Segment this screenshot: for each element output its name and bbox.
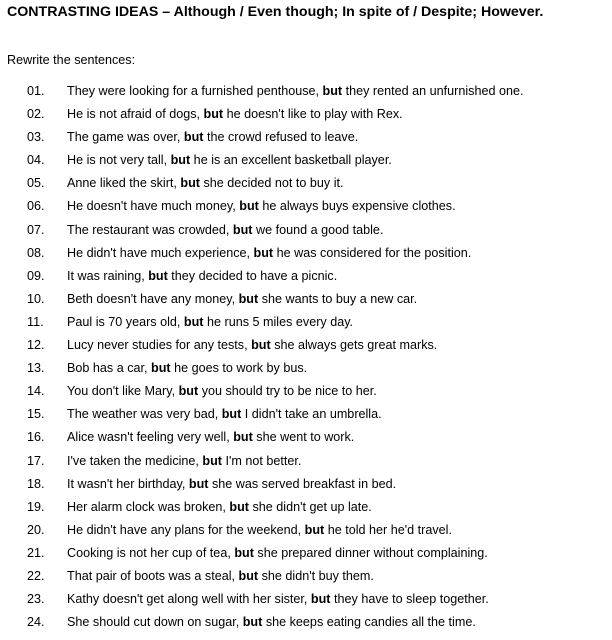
sentence-text: [67, 523, 452, 537]
conjunction-but: but: [242, 615, 263, 630]
sentence-clause-2: he told her he'd travel.: [324, 522, 452, 537]
sentence-text: [67, 153, 392, 167]
conjunction-but: but: [229, 499, 249, 514]
conjunction-but: but: [170, 153, 191, 168]
conjunction-but: but: [304, 522, 325, 537]
sentence-item: [0, 246, 612, 269]
sentence-text: [67, 407, 382, 421]
conjunction-but: but: [310, 592, 331, 607]
sentence-number: 06.: [27, 199, 45, 214]
sentence-clause-1: He doesn't have much money,: [67, 199, 240, 214]
sentence-clause-2: he runs 5 miles every day.: [203, 314, 354, 329]
sentence-text: [67, 199, 456, 213]
sentence-clause-2: she keeps eating candies all the time.: [262, 615, 476, 630]
sentence-clause-1: Alice wasn't feeling very well,: [67, 430, 234, 445]
sentence-clause-2: he goes to work by bus.: [170, 361, 308, 376]
sentence-text: [67, 338, 437, 352]
sentence-text: [67, 361, 307, 375]
conjunction-but: but: [238, 568, 259, 583]
sentence-number: 03.: [27, 130, 45, 145]
sentence-text: [67, 615, 476, 629]
sentence-item: [0, 292, 612, 315]
sentence-clause-2: she went to work.: [252, 430, 355, 445]
sentence-text: [67, 430, 354, 444]
sentence-text: [67, 269, 337, 283]
sentence-number: 18.: [27, 476, 45, 491]
sentence-clause-1: Kathy doesn't get along well with her sister,: [67, 592, 311, 607]
sentence-item: [0, 592, 612, 615]
sentence-clause-1: She should cut down on sugar,: [67, 615, 243, 630]
sentence-item: [0, 361, 612, 384]
sentence-clause-2: the crowd refused to leave.: [203, 130, 359, 145]
sentence-clause-2: they decided to have a picnic.: [167, 268, 338, 283]
sentence-clause-2: she didn't buy them.: [258, 568, 374, 583]
sentence-clause-2: she always gets great marks.: [270, 338, 438, 353]
sentence-text: [67, 84, 523, 98]
sentence-number: 19.: [27, 499, 45, 514]
sentence-clause-1: It was raining,: [67, 268, 149, 283]
sentence-clause-2: he was considered for the position.: [273, 245, 472, 260]
sentence-text: [67, 569, 374, 583]
sentence-item: [0, 176, 612, 199]
sentence-number: 15.: [27, 407, 45, 422]
sentence-clause-2: he always buys expensive clothes.: [258, 199, 456, 214]
sentence-clause-1: Paul is 70 years old,: [67, 314, 184, 329]
sentence-number: 20.: [27, 522, 45, 537]
sentence-text: [67, 176, 344, 190]
sentence-item: [0, 384, 612, 407]
conjunction-but: but: [202, 453, 223, 468]
conjunction-but: but: [322, 84, 343, 98]
sentence-item: [0, 130, 612, 153]
sentence-item: [0, 523, 612, 546]
sentence-text: [67, 246, 471, 260]
sentence-number: 23.: [27, 592, 45, 607]
sentence-text: [67, 384, 377, 398]
sentence-clause-2: they rented an unfurnished one.: [342, 84, 524, 98]
sentence-clause-1: Anne liked the skirt,: [67, 176, 181, 191]
sentence-item: [0, 107, 612, 130]
sentence-item: [0, 430, 612, 453]
sentence-number: 11.: [27, 314, 44, 329]
sentence-clause-2: I'm not better.: [222, 453, 302, 468]
sentence-number: 08.: [27, 245, 45, 260]
sentence-clause-2: she didn't get up late.: [248, 499, 372, 514]
sentence-number: 24.: [27, 615, 45, 630]
sentence-item: [0, 223, 612, 246]
sentence-clause-1: Her alarm clock was broken,: [67, 499, 230, 514]
conjunction-but: but: [253, 245, 274, 260]
sentence-clause-1: The weather was very bad,: [67, 407, 222, 422]
sentence-number: 01.: [27, 84, 45, 98]
sentence-clause-2: I didn't take an umbrella.: [241, 407, 382, 422]
conjunction-but: but: [148, 268, 168, 283]
conjunction-but: but: [183, 130, 204, 145]
sentence-list: [0, 84, 612, 638]
sentence-item: [0, 199, 612, 222]
sentence-item: [0, 407, 612, 430]
sentence-text: [67, 315, 353, 329]
sentence-clause-1: Beth doesn't have any money,: [67, 291, 239, 306]
sentence-number: 07.: [27, 222, 45, 237]
instruction-text: Rewrite the sentences:: [7, 53, 136, 67]
sentence-number: 04.: [27, 153, 45, 168]
sentence-clause-1: He is not very tall,: [67, 153, 171, 168]
conjunction-but: but: [178, 384, 199, 399]
sentence-clause-1: The restaurant was crowded,: [67, 222, 233, 237]
sentence-clause-1: You don't like Mary,: [67, 384, 179, 399]
sentence-clause-1: The game was over,: [67, 130, 184, 145]
page-title: CONTRASTING IDEAS – Although / Even though; In spite of / Despite; However.: [7, 4, 544, 20]
sentence-clause-1: They were looking for a furnished penthouse,: [67, 84, 323, 98]
sentence-text: [67, 500, 372, 514]
sentence-item: [0, 615, 612, 638]
sentence-number: 22.: [27, 568, 45, 583]
sentence-clause-1: It wasn't her birthday,: [67, 476, 189, 491]
sentence-clause-1: I've taken the medicine,: [67, 453, 203, 468]
sentence-number: 02.: [27, 107, 45, 122]
sentence-clause-1: Bob has a car,: [67, 361, 152, 376]
sentence-clause-1: He is not afraid of dogs,: [67, 107, 204, 122]
sentence-clause-1: Cooking is not her cup of tea,: [67, 545, 235, 560]
conjunction-but: but: [180, 176, 200, 191]
sentence-text: [67, 107, 403, 121]
conjunction-but: but: [251, 338, 271, 353]
sentence-clause-1: Lucy never studies for any tests,: [67, 338, 252, 353]
sentence-item: [0, 315, 612, 338]
sentence-text: [67, 477, 396, 491]
conjunction-but: but: [233, 430, 253, 445]
sentence-number: 16.: [27, 430, 45, 445]
sentence-text: [67, 223, 383, 237]
sentence-text: [67, 130, 358, 144]
conjunction-but: but: [221, 407, 242, 422]
conjunction-but: but: [232, 222, 253, 237]
conjunction-but: but: [238, 291, 259, 306]
sentence-number: 05.: [27, 176, 45, 191]
sentence-number: 17.: [27, 453, 45, 468]
sentence-item: [0, 546, 612, 569]
sentence-clause-2: he doesn't like to play with Rex.: [223, 107, 403, 122]
sentence-text: [67, 454, 301, 468]
sentence-clause-1: He didn't have any plans for the weekend,: [67, 522, 305, 537]
sentence-clause-2: she prepared dinner without complaining.: [253, 545, 488, 560]
sentence-text: [67, 592, 489, 606]
sentence-clause-2: she decided not to buy it.: [200, 176, 344, 191]
sentence-item: [0, 338, 612, 361]
conjunction-but: but: [188, 476, 209, 491]
sentence-item: [0, 477, 612, 500]
sentence-number: 14.: [27, 384, 45, 399]
conjunction-but: but: [203, 107, 224, 122]
sentence-clause-2: she wants to buy a new car.: [258, 291, 418, 306]
sentence-clause-1: He didn't have much experience,: [67, 245, 254, 260]
conjunction-but: but: [234, 545, 254, 560]
sentence-item: [0, 153, 612, 176]
sentence-text: [67, 292, 417, 306]
sentence-text: [67, 546, 488, 560]
sentence-number: 09.: [27, 268, 45, 283]
sentence-number: 21.: [27, 545, 45, 560]
conjunction-but: but: [239, 199, 259, 214]
sentence-number: 12.: [27, 338, 45, 353]
sentence-clause-2: they have to sleep together.: [330, 592, 489, 607]
sentence-clause-1: That pair of boots was a steal,: [67, 568, 239, 583]
sentence-number: 13.: [27, 361, 45, 376]
sentence-item: [0, 569, 612, 592]
sentence-item: [0, 500, 612, 523]
conjunction-but: but: [151, 361, 171, 376]
sentence-number: 10.: [27, 291, 45, 306]
sentence-item: [0, 269, 612, 292]
sentence-clause-2: you should try to be nice to her.: [198, 384, 377, 399]
sentence-clause-2: he is an excellent basketball player.: [190, 153, 392, 168]
sentence-clause-2: she was served breakfast in bed.: [208, 476, 397, 491]
sentence-clause-2: we found a good table.: [252, 222, 384, 237]
sentence-item: [0, 454, 612, 477]
conjunction-but: but: [183, 314, 204, 329]
sentence-item: [0, 84, 612, 107]
